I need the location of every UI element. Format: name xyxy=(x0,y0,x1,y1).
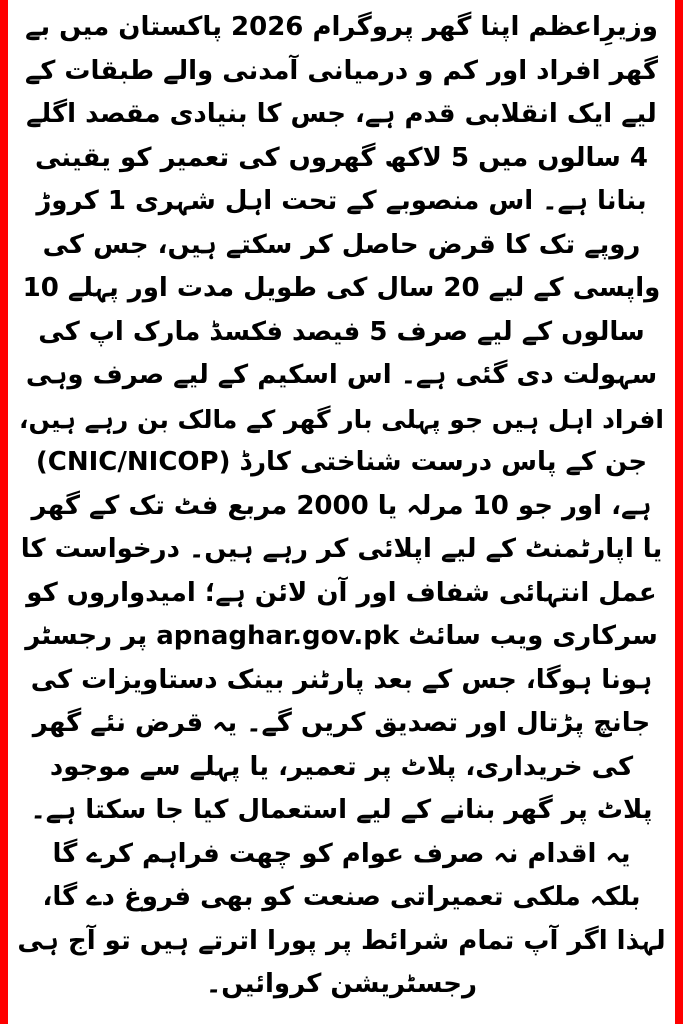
article-line-17: جانچ پڑتال اور تصدیق کریں گے۔ یہ قرض نئے گھر xyxy=(32,708,651,738)
article-line-4: 4 سالوں میں 5 لاکھ گھروں کی تعمیر کو یقینی xyxy=(34,142,649,173)
article-line-5: بنانا ہے۔ اس منصوبے کے تحت اہل شہری 1 کروڑ xyxy=(36,186,647,216)
article-line-23: رجسٹریشن کروائیں۔ xyxy=(206,969,477,999)
article-line-18: کی خریداری، پلاٹ پر تعمیر، یا پہلے سے موجود xyxy=(49,751,634,782)
article-line-13: یا اپارٹمنٹ کے لیے اپلائی کر رہے ہیں۔ درخواست کا xyxy=(20,534,663,564)
article-line-8: سالوں کے لیے صرف 5 فیصد فکسڈ مارک اپ کی xyxy=(38,316,645,347)
article-line-7: واپسی کے لیے 20 سال کی طویل مدت اور پہلے 10 xyxy=(22,273,661,303)
article-line-21: بلکہ ملکی تعمیراتی صنعت کو بھی فروغ دے گا، xyxy=(42,882,641,912)
article-line-20: یہ اقدام نہ صرف عوام کو چھت فراہم کرے گا xyxy=(52,838,631,869)
article-line-2: گھر افراد اور کم و درمیانی آمدنی والے طبقات کے xyxy=(24,55,659,86)
article-line-22: لہذا اگر آپ تمام شرائط پر پورا اترتے ہیں تو آج ہی xyxy=(17,925,666,956)
article-line-11: جن کے پاس درست شناختی کارڈ (CNIC/NICOP) xyxy=(35,447,648,477)
article-line-15: سرکاری ویب سائٹ apnaghar.gov.pk پر رجسٹر xyxy=(25,621,658,651)
article-line-3: لیے ایک انقلابی قدم ہے، جس کا بنیادی مقصد اگلے xyxy=(26,99,657,129)
article-line-12: ہے، اور جو 10 مرلہ یا 2000 مربع فٹ تک کے گھر xyxy=(31,490,652,521)
right-red-border xyxy=(675,0,683,1024)
article-line-16: ہونا ہوگا، جس کے بعد پارٹنر بینک دستاویزات کی xyxy=(30,664,653,695)
article-line-19: پلاٹ پر گھر بنانے کے لیے استعمال کیا جا سکتا ہے۔ xyxy=(30,795,653,825)
article-line-6: روپے تک کا قرض حاصل کر سکتے ہیں، جس کی xyxy=(42,229,641,260)
article-body xyxy=(16,6,667,1007)
article-line-1: وزیرِاعظم اپنا گھر پروگرام 2026 پاکستان میں بے xyxy=(25,12,658,42)
left-red-border xyxy=(0,0,8,1024)
article-line-10: افراد اہل ہیں جو پہلی بار گھر کے مالک بن رہے ہیں، xyxy=(19,404,664,434)
article-line-14: عمل انتہائی شفاف اور آن لائن ہے؛ امیدواروں کو xyxy=(26,577,657,608)
article-line-9: سہولت دی گئی ہے۔ اس اسکیم کے لیے صرف وہی xyxy=(25,360,658,390)
